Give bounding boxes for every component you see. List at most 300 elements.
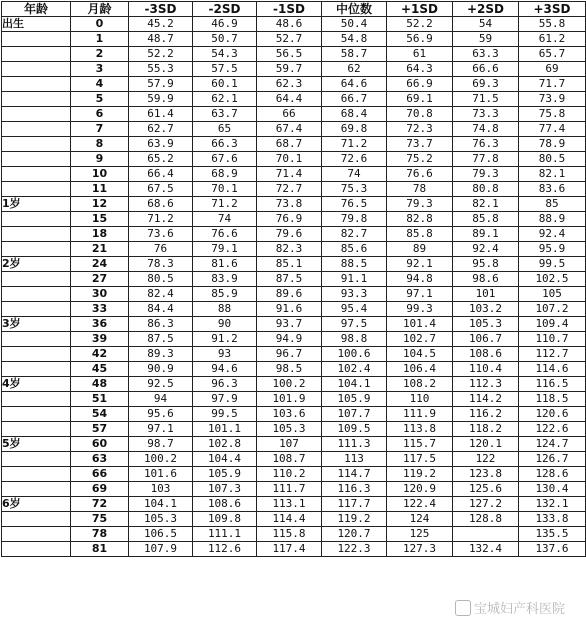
plus1sd-cell: 92.1	[387, 257, 453, 272]
plus3sd-cell: 130.4	[519, 482, 586, 497]
plus1sd-cell: 94.8	[387, 272, 453, 287]
minus2sd-cell: 111.1	[193, 527, 257, 542]
age-cell	[2, 392, 71, 407]
median-cell: 88.5	[322, 257, 387, 272]
table-row	[2, 497, 586, 512]
plus3sd-cell: 120.6	[519, 407, 586, 422]
month-cell: 42	[71, 347, 129, 362]
plus3sd-cell: 102.5	[519, 272, 586, 287]
month-cell: 54	[71, 407, 129, 422]
median-cell: 69.8	[322, 122, 387, 137]
minus2sd-cell: 50.7	[193, 32, 257, 47]
age-cell	[2, 242, 71, 257]
plus2sd-cell: 69.3	[453, 77, 519, 92]
median-cell: 91.1	[322, 272, 387, 287]
plus1sd-cell: 99.3	[387, 302, 453, 317]
minus1sd-cell: 100.2	[257, 377, 322, 392]
plus3sd-cell: 69	[519, 62, 586, 77]
minus3sd-cell: 59.9	[129, 92, 193, 107]
minus3sd-cell: 89.3	[129, 347, 193, 362]
minus3sd-cell: 98.7	[129, 437, 193, 452]
table-row	[2, 77, 586, 92]
plus3sd-cell: 55.8	[519, 17, 586, 32]
plus3sd-cell: 124.7	[519, 437, 586, 452]
minus2sd-cell: 81.6	[193, 257, 257, 272]
table-row	[2, 512, 586, 527]
plus1sd-cell: 73.7	[387, 137, 453, 152]
plus2sd-cell: 132.4	[453, 542, 519, 557]
header-minus2sd: -2SD	[193, 2, 257, 17]
plus1sd-cell: 89	[387, 242, 453, 257]
month-cell: 66	[71, 467, 129, 482]
plus3sd-cell: 114.6	[519, 362, 586, 377]
plus3sd-cell: 80.5	[519, 152, 586, 167]
table-row	[2, 182, 586, 197]
minus1sd-cell: 117.4	[257, 542, 322, 557]
median-cell: 119.2	[322, 512, 387, 527]
month-cell: 27	[71, 272, 129, 287]
plus3sd-cell: 85	[519, 197, 586, 212]
median-cell: 79.8	[322, 212, 387, 227]
table-row	[2, 272, 586, 287]
plus2sd-cell: 82.1	[453, 197, 519, 212]
plus3sd-cell: 135.5	[519, 527, 586, 542]
minus3sd-cell: 95.6	[129, 407, 193, 422]
table-row	[2, 437, 586, 452]
plus1sd-cell: 78	[387, 182, 453, 197]
plus2sd-cell: 95.8	[453, 257, 519, 272]
minus2sd-cell: 76.6	[193, 227, 257, 242]
minus1sd-cell: 114.4	[257, 512, 322, 527]
table-row	[2, 167, 586, 182]
minus3sd-cell: 45.2	[129, 17, 193, 32]
plus2sd-cell: 74.8	[453, 122, 519, 137]
month-cell: 60	[71, 437, 129, 452]
age-cell	[2, 467, 71, 482]
table-row	[2, 152, 586, 167]
plus1sd-cell: 85.8	[387, 227, 453, 242]
minus3sd-cell: 80.5	[129, 272, 193, 287]
median-cell: 116.3	[322, 482, 387, 497]
minus3sd-cell: 94	[129, 392, 193, 407]
plus2sd-cell: 80.8	[453, 182, 519, 197]
plus1sd-cell: 66.9	[387, 77, 453, 92]
table-row	[2, 242, 586, 257]
minus2sd-cell: 105.9	[193, 467, 257, 482]
age-cell	[2, 92, 71, 107]
table-row	[2, 407, 586, 422]
plus1sd-cell: 75.2	[387, 152, 453, 167]
minus3sd-cell: 105.3	[129, 512, 193, 527]
median-cell: 82.7	[322, 227, 387, 242]
header-row	[2, 2, 586, 17]
table-row	[2, 302, 586, 317]
minus2sd-cell: 97.9	[193, 392, 257, 407]
minus2sd-cell: 108.6	[193, 497, 257, 512]
plus2sd-cell: 71.5	[453, 92, 519, 107]
minus1sd-cell: 85.1	[257, 257, 322, 272]
plus3sd-cell: 126.7	[519, 452, 586, 467]
plus2sd-cell: 128.8	[453, 512, 519, 527]
month-cell: 15	[71, 212, 129, 227]
median-cell: 95.4	[322, 302, 387, 317]
plus1sd-cell: 108.2	[387, 377, 453, 392]
month-cell: 72	[71, 497, 129, 512]
plus2sd-cell: 79.3	[453, 167, 519, 182]
minus1sd-cell: 76.9	[257, 212, 322, 227]
median-cell: 122.3	[322, 542, 387, 557]
minus2sd-cell: 85.9	[193, 287, 257, 302]
plus2sd-cell: 116.2	[453, 407, 519, 422]
plus1sd-cell: 52.2	[387, 17, 453, 32]
age-cell	[2, 212, 71, 227]
median-cell: 105.9	[322, 392, 387, 407]
minus3sd-cell: 86.3	[129, 317, 193, 332]
minus3sd-cell: 92.5	[129, 377, 193, 392]
age-cell	[2, 227, 71, 242]
median-cell: 75.3	[322, 182, 387, 197]
minus3sd-cell: 68.6	[129, 197, 193, 212]
age-cell	[2, 407, 71, 422]
minus2sd-cell: 68.9	[193, 167, 257, 182]
table-row	[2, 227, 586, 242]
plus1sd-cell: 82.8	[387, 212, 453, 227]
minus1sd-cell: 82.3	[257, 242, 322, 257]
age-cell	[2, 527, 71, 542]
minus1sd-cell: 67.4	[257, 122, 322, 137]
watermark-text: 宝城妇产科医院	[474, 602, 566, 617]
minus3sd-cell: 84.4	[129, 302, 193, 317]
month-cell: 78	[71, 527, 129, 542]
minus1sd-cell: 91.6	[257, 302, 322, 317]
plus2sd-cell: 59	[453, 32, 519, 47]
plus3sd-cell: 75.8	[519, 107, 586, 122]
minus1sd-cell: 62.3	[257, 77, 322, 92]
minus3sd-cell: 82.4	[129, 287, 193, 302]
minus2sd-cell: 90	[193, 317, 257, 332]
minus2sd-cell: 88	[193, 302, 257, 317]
plus2sd-cell: 123.8	[453, 467, 519, 482]
plus2sd-cell: 105.3	[453, 317, 519, 332]
month-cell: 10	[71, 167, 129, 182]
minus2sd-cell: 74	[193, 212, 257, 227]
minus2sd-cell: 79.1	[193, 242, 257, 257]
plus2sd-cell: 98.6	[453, 272, 519, 287]
age-cell: 3岁	[2, 317, 71, 332]
minus2sd-cell: 67.6	[193, 152, 257, 167]
median-cell: 58.7	[322, 47, 387, 62]
minus1sd-cell: 98.5	[257, 362, 322, 377]
table-row	[2, 137, 586, 152]
plus2sd-cell: 101	[453, 287, 519, 302]
minus1sd-cell: 52.7	[257, 32, 322, 47]
minus2sd-cell: 46.9	[193, 17, 257, 32]
minus3sd-cell: 57.9	[129, 77, 193, 92]
age-cell	[2, 422, 71, 437]
table-row	[2, 362, 586, 377]
plus2sd-cell: 108.6	[453, 347, 519, 362]
plus3sd-cell: 137.6	[519, 542, 586, 557]
plus1sd-cell: 106.4	[387, 362, 453, 377]
minus2sd-cell: 65	[193, 122, 257, 137]
age-cell	[2, 122, 71, 137]
plus3sd-cell: 83.6	[519, 182, 586, 197]
table-row	[2, 467, 586, 482]
minus1sd-cell: 94.9	[257, 332, 322, 347]
plus1sd-cell: 97.1	[387, 287, 453, 302]
header-minus1sd: -1SD	[257, 2, 322, 17]
plus3sd-cell: 133.8	[519, 512, 586, 527]
age-cell	[2, 182, 71, 197]
minus2sd-cell: 93	[193, 347, 257, 362]
age-cell	[2, 302, 71, 317]
table-row	[2, 317, 586, 332]
median-cell: 111.3	[322, 437, 387, 452]
header-median: 中位数	[322, 2, 387, 17]
plus3sd-cell: 78.9	[519, 137, 586, 152]
plus3sd-cell: 99.5	[519, 257, 586, 272]
minus1sd-cell: 68.7	[257, 137, 322, 152]
minus2sd-cell: 63.7	[193, 107, 257, 122]
age-cell: 2岁	[2, 257, 71, 272]
median-cell: 97.5	[322, 317, 387, 332]
month-cell: 4	[71, 77, 129, 92]
median-cell: 50.4	[322, 17, 387, 32]
minus1sd-cell: 89.6	[257, 287, 322, 302]
table-row	[2, 347, 586, 362]
minus2sd-cell: 101.1	[193, 422, 257, 437]
age-cell: 1岁	[2, 197, 71, 212]
minus1sd-cell: 59.7	[257, 62, 322, 77]
plus2sd-cell: 73.3	[453, 107, 519, 122]
month-cell: 36	[71, 317, 129, 332]
table-body	[2, 17, 586, 557]
plus3sd-cell: 95.9	[519, 242, 586, 257]
minus1sd-cell: 48.6	[257, 17, 322, 32]
plus1sd-cell: 101.4	[387, 317, 453, 332]
table-row	[2, 377, 586, 392]
table-row	[2, 107, 586, 122]
plus1sd-cell: 104.5	[387, 347, 453, 362]
plus1sd-cell: 115.7	[387, 437, 453, 452]
plus3sd-cell: 65.7	[519, 47, 586, 62]
plus3sd-cell: 132.1	[519, 497, 586, 512]
plus2sd-cell: 92.4	[453, 242, 519, 257]
median-cell: 68.4	[322, 107, 387, 122]
plus3sd-cell: 61.2	[519, 32, 586, 47]
minus3sd-cell: 61.4	[129, 107, 193, 122]
age-cell: 出生	[2, 17, 71, 32]
age-cell	[2, 482, 71, 497]
minus2sd-cell: 109.8	[193, 512, 257, 527]
minus1sd-cell: 110.2	[257, 467, 322, 482]
age-cell	[2, 107, 71, 122]
minus2sd-cell: 104.4	[193, 452, 257, 467]
minus2sd-cell: 62.1	[193, 92, 257, 107]
minus2sd-cell: 54.3	[193, 47, 257, 62]
median-cell: 98.8	[322, 332, 387, 347]
plus1sd-cell: 72.3	[387, 122, 453, 137]
plus1sd-cell: 56.9	[387, 32, 453, 47]
median-cell: 107.7	[322, 407, 387, 422]
plus3sd-cell: 110.7	[519, 332, 586, 347]
minus3sd-cell: 103	[129, 482, 193, 497]
age-cell	[2, 62, 71, 77]
table-row	[2, 122, 586, 137]
table-row	[2, 287, 586, 302]
minus1sd-cell: 70.1	[257, 152, 322, 167]
minus3sd-cell: 66.4	[129, 167, 193, 182]
month-cell: 24	[71, 257, 129, 272]
minus3sd-cell: 87.5	[129, 332, 193, 347]
minus1sd-cell: 101.9	[257, 392, 322, 407]
table-row	[2, 47, 586, 62]
minus3sd-cell: 65.2	[129, 152, 193, 167]
median-cell: 93.3	[322, 287, 387, 302]
plus2sd-cell: 114.2	[453, 392, 519, 407]
header-plus1sd: +1SD	[387, 2, 453, 17]
month-cell: 2	[71, 47, 129, 62]
plus1sd-cell: 113.8	[387, 422, 453, 437]
minus2sd-cell: 96.3	[193, 377, 257, 392]
plus3sd-cell: 109.4	[519, 317, 586, 332]
plus3sd-cell: 107.2	[519, 302, 586, 317]
month-cell: 1	[71, 32, 129, 47]
minus3sd-cell: 67.5	[129, 182, 193, 197]
minus1sd-cell: 71.4	[257, 167, 322, 182]
height-reference-table	[1, 1, 586, 557]
plus3sd-cell: 112.7	[519, 347, 586, 362]
median-cell: 117.7	[322, 497, 387, 512]
watermark-logo-icon	[455, 600, 471, 616]
plus2sd-cell: 66.6	[453, 62, 519, 77]
plus1sd-cell: 64.3	[387, 62, 453, 77]
plus1sd-cell: 76.6	[387, 167, 453, 182]
minus1sd-cell: 72.7	[257, 182, 322, 197]
age-cell	[2, 77, 71, 92]
age-cell	[2, 512, 71, 527]
minus1sd-cell: 56.5	[257, 47, 322, 62]
minus3sd-cell: 62.7	[129, 122, 193, 137]
plus1sd-cell: 69.1	[387, 92, 453, 107]
month-cell: 30	[71, 287, 129, 302]
plus2sd-cell: 127.2	[453, 497, 519, 512]
month-cell: 57	[71, 422, 129, 437]
month-cell: 9	[71, 152, 129, 167]
month-cell: 21	[71, 242, 129, 257]
minus3sd-cell: 97.1	[129, 422, 193, 437]
minus3sd-cell: 73.6	[129, 227, 193, 242]
table-row	[2, 32, 586, 47]
minus3sd-cell: 107.9	[129, 542, 193, 557]
plus1sd-cell: 119.2	[387, 467, 453, 482]
table-row	[2, 527, 586, 542]
plus1sd-cell: 70.8	[387, 107, 453, 122]
month-cell: 0	[71, 17, 129, 32]
minus2sd-cell: 102.8	[193, 437, 257, 452]
minus1sd-cell: 73.8	[257, 197, 322, 212]
minus1sd-cell: 66	[257, 107, 322, 122]
plus3sd-cell: 77.4	[519, 122, 586, 137]
plus3sd-cell: 88.9	[519, 212, 586, 227]
minus1sd-cell: 79.6	[257, 227, 322, 242]
minus3sd-cell: 63.9	[129, 137, 193, 152]
plus1sd-cell: 110	[387, 392, 453, 407]
plus2sd-cell: 63.3	[453, 47, 519, 62]
median-cell: 76.5	[322, 197, 387, 212]
plus1sd-cell: 117.5	[387, 452, 453, 467]
month-cell: 48	[71, 377, 129, 392]
plus2sd-cell: 125.6	[453, 482, 519, 497]
month-cell: 18	[71, 227, 129, 242]
plus2sd-cell: 112.3	[453, 377, 519, 392]
minus3sd-cell: 106.5	[129, 527, 193, 542]
plus3sd-cell: 92.4	[519, 227, 586, 242]
month-cell: 5	[71, 92, 129, 107]
minus3sd-cell: 104.1	[129, 497, 193, 512]
minus3sd-cell: 78.3	[129, 257, 193, 272]
plus2sd-cell: 77.8	[453, 152, 519, 167]
minus1sd-cell: 93.7	[257, 317, 322, 332]
age-cell	[2, 452, 71, 467]
watermark	[455, 598, 565, 617]
minus3sd-cell: 52.2	[129, 47, 193, 62]
median-cell: 54.8	[322, 32, 387, 47]
plus3sd-cell: 105	[519, 287, 586, 302]
plus2sd-cell: 106.7	[453, 332, 519, 347]
month-cell: 6	[71, 107, 129, 122]
median-cell: 72.6	[322, 152, 387, 167]
table-row	[2, 482, 586, 497]
plus2sd-cell: 118.2	[453, 422, 519, 437]
plus1sd-cell: 102.7	[387, 332, 453, 347]
plus2sd-cell: 120.1	[453, 437, 519, 452]
month-cell: 7	[71, 122, 129, 137]
month-cell: 3	[71, 62, 129, 77]
table-row	[2, 452, 586, 467]
minus1sd-cell: 103.6	[257, 407, 322, 422]
minus1sd-cell: 96.7	[257, 347, 322, 362]
minus3sd-cell: 55.3	[129, 62, 193, 77]
table-row	[2, 17, 586, 32]
plus3sd-cell: 122.6	[519, 422, 586, 437]
plus2sd-cell: 110.4	[453, 362, 519, 377]
plus2sd-cell: 85.8	[453, 212, 519, 227]
table-row	[2, 392, 586, 407]
median-cell: 113	[322, 452, 387, 467]
table-row	[2, 197, 586, 212]
plus3sd-cell: 82.1	[519, 167, 586, 182]
header-minus3sd: -3SD	[129, 2, 193, 17]
plus3sd-cell: 116.5	[519, 377, 586, 392]
minus3sd-cell: 90.9	[129, 362, 193, 377]
minus2sd-cell: 83.9	[193, 272, 257, 287]
age-cell	[2, 32, 71, 47]
minus1sd-cell: 111.7	[257, 482, 322, 497]
month-cell: 69	[71, 482, 129, 497]
month-cell: 12	[71, 197, 129, 212]
minus2sd-cell: 107.3	[193, 482, 257, 497]
plus1sd-cell: 127.3	[387, 542, 453, 557]
age-cell	[2, 167, 71, 182]
minus1sd-cell: 64.4	[257, 92, 322, 107]
month-cell: 63	[71, 452, 129, 467]
plus2sd-cell: 103.2	[453, 302, 519, 317]
plus1sd-cell: 79.3	[387, 197, 453, 212]
month-cell: 75	[71, 512, 129, 527]
plus1sd-cell: 125	[387, 527, 453, 542]
median-cell: 66.7	[322, 92, 387, 107]
